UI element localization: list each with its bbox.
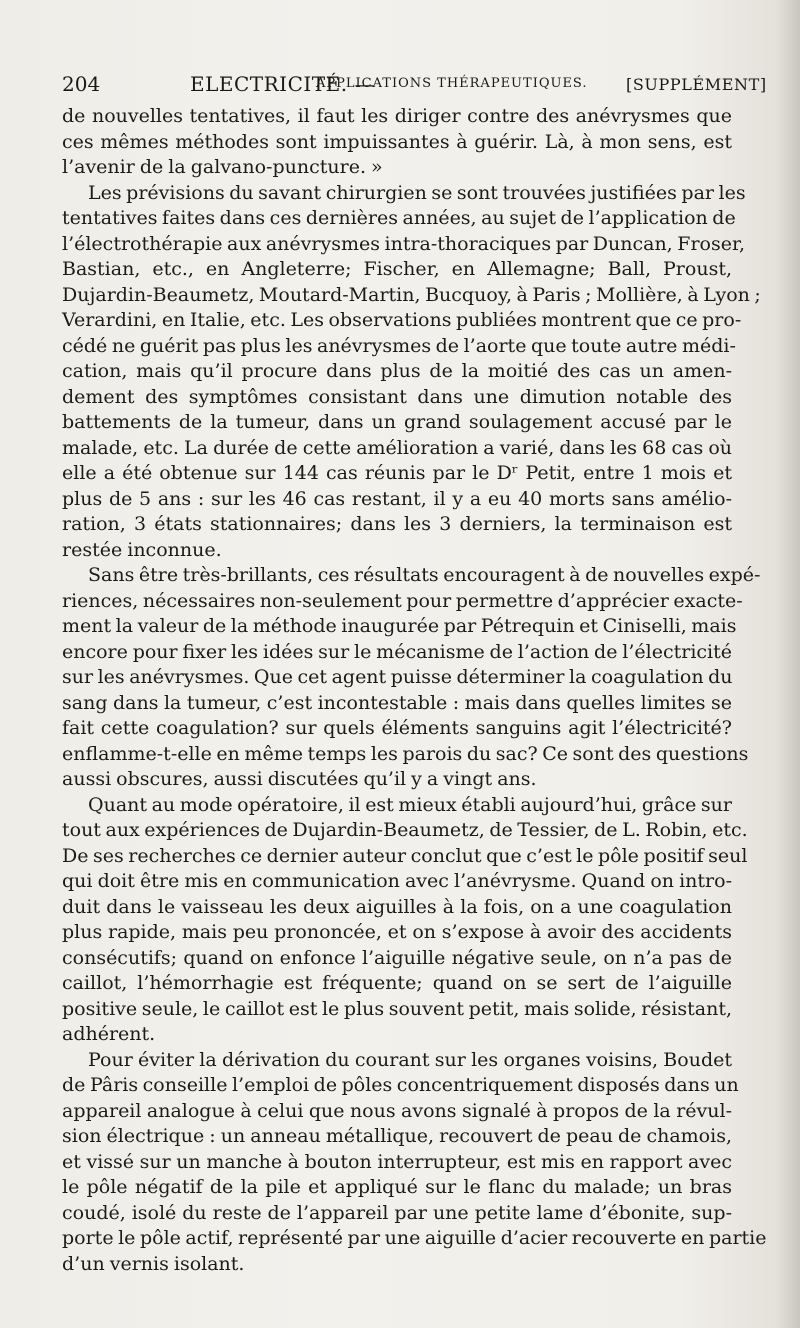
text-line: plus rapide, mais peu prononcée, et on s’expose à avoir des accidents [62, 921, 732, 943]
text-line: fait cette coagulation? sur quels éléments sanguins agit l’électricité? [62, 717, 732, 739]
text-line: consécutifs; quand on enfonce l’aiguille négative seule, on n’a pas de [62, 946, 732, 969]
text-line: De ses recherches ce dernier auteur conclut que c’est le pôle positif seul [62, 844, 748, 867]
paragraph-start-line: Les prévisions du savant chirurgien se sont trouvées justifiées par les [88, 181, 746, 204]
header-title: ELECTRICITÉ. — [190, 72, 375, 96]
text-line: tout aux expériences de Dujardin-Beaumetz, de Tessier, de L. Robin, etc. [62, 819, 748, 841]
text-line: tentatives faites dans ces dernières années, au sujet de l’application de [62, 207, 736, 229]
paragraph-start-line: Sans être très-brillants, ces résultats encouragent à de nouvelles expé- [88, 564, 761, 586]
running-header [62, 72, 767, 100]
text-line: battements de la tumeur, dans un grand soulagement accusé par le [62, 411, 732, 433]
text-line: cédé ne guérit pas plus les anévrysmes de l’aorte que toute autre médi- [62, 334, 736, 357]
text-line: Bastian, etc., en Angleterre; Fischer, en Allemagne; Ball, Proust, [62, 258, 732, 280]
text-line: enflamme-t-elle en même temps les parois du sac? Ce sont des questions [62, 742, 749, 765]
text-line: caillot, l’hémorrhagie est fréquente; quand on se sert de l’aiguille [62, 972, 732, 994]
text-line: plus de 5 ans : sur les 46 cas restant, il y a eu 40 morts sans amélio- [62, 487, 732, 510]
text-line: et vissé sur un manche à bouton interrupteur, est mis en rapport avec [62, 1150, 732, 1173]
text-line: ration, 3 états stationnaires; dans les 3 derniers, la terminaison est [62, 513, 732, 535]
text-line: l’électrothérapie aux anévrysmes intra-thoraciques par Duncan, Froser, [62, 232, 745, 255]
text-line: qui doit être mis en communication avec l’anévrysme. Quand on intro- [62, 870, 732, 892]
text-line: Verardini, en Italie, etc. Les observations publiées montrent que ce pro- [62, 309, 742, 331]
text-line: de Pâris conseille l’emploi de pôles concentriquement disposés dans un [62, 1074, 739, 1096]
text-line: l’avenir de la galvano-puncture. » [62, 156, 383, 178]
text-line: riences, nécessaires non-seulement pour permettre d’apprécier exacte- [62, 589, 743, 612]
text-line: positive seule, le caillot est le plus souvent petit, mais solide, résistant, [62, 997, 732, 1020]
header-section: [SUPPLÉMENT] [626, 75, 767, 94]
text-line: adhérent. [62, 1023, 156, 1045]
text-line: cation, mais qu’il procure dans plus de la moitié des cas un amen- [62, 360, 732, 382]
text-line: encore pour fixer les idées sur le mécanisme de l’action de l’électricité [62, 640, 732, 663]
text-line: restée inconnue. [62, 538, 222, 561]
text-line: ment la valeur de la méthode inaugurée par Pétrequin et Ciniselli, mais [62, 615, 737, 637]
text-line: aussi obscures, aussi discutées qu’il y a vingt ans. [62, 768, 537, 790]
page-number: 204 [62, 72, 101, 96]
text-line: le pôle négatif de la pile et appliqué sur le flanc du malade; un bras [62, 1176, 732, 1198]
text-line: coudé, isolé du reste de l’appareil par une petite lame d’ébonite, sup- [62, 1201, 732, 1224]
text-line: d’un vernis isolant. [62, 1252, 245, 1275]
text-line: sur les anévrysmes. Que cet agent puisse déterminer la coagulation du [62, 666, 733, 688]
text-line: appareil analogue à celui que nous avons signalé à propos de la révul- [62, 1099, 732, 1122]
text-line: de nouvelles tentatives, il faut les diriger contre des anévrysmes que [62, 105, 732, 127]
text-line: porte le pôle actif, représenté par une aiguille d’acier recouverte en partie [62, 1227, 767, 1249]
text-line: duit dans le vaisseau les deux aiguilles à la fois, on a une coagulation [62, 895, 732, 918]
page-body [62, 104, 767, 1277]
paragraph-start-line: Pour éviter la dérivation du courant sur les organes voisins, Boudet [88, 1048, 732, 1071]
paragraph-start-line: Quant au mode opératoire, il est mieux établi aujourd’hui, grâce sur [88, 793, 732, 816]
text-line: sion électrique : un anneau métallique, recouvert de peau de chamois, [62, 1125, 732, 1147]
text-line: malade, etc. La durée de cette amélioration a varié, dans les 68 cas où [62, 436, 732, 459]
text-line: ces mêmes méthodes sont impuissantes à guérir. Là, à mon sens, est [62, 130, 732, 153]
text-line: dement des symptômes consistant dans une dimution notable des [62, 385, 732, 408]
text-line: sang dans la tumeur, c’est incontestable : mais dans quelles limites se [62, 691, 732, 714]
text-line: Dujardin-Beaumetz, Moutard-Martin, Bucquoy, à Paris ; Mollière, à Lyon ; [62, 283, 761, 306]
header-subtitle: APPLICATIONS THÉRAPEUTIQUES. [316, 76, 588, 91]
text-line: elle a été obtenue sur 144 cas réunis par le Dʳ Petit, entre 1 mois et [62, 462, 732, 484]
